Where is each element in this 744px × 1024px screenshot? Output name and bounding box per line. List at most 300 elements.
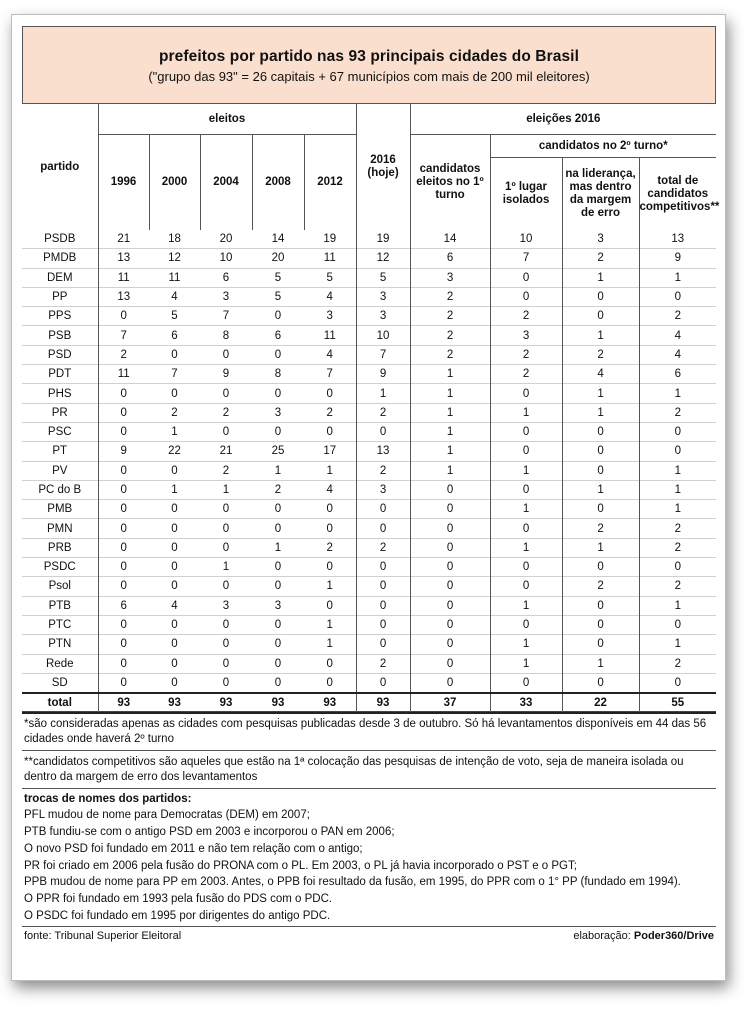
value-cell: 8 (222, 329, 230, 342)
value-cell: 0 (274, 619, 282, 632)
value-cell: 2 (356, 538, 410, 557)
value-cell: 2 (562, 345, 639, 364)
value-cell: 1 (410, 422, 490, 441)
value-cell: 0 (171, 387, 178, 400)
value-cell: 1 (490, 654, 562, 673)
value-cell: 0 (562, 615, 639, 634)
value-cell: 7 (222, 310, 230, 323)
name-change-item: PR foi criado em 2006 pela fusão do PRONA com o PL. Em 2003, o PL já havia incorporado o PST e o PGT; (24, 859, 577, 872)
value-cell: 1 (562, 384, 639, 403)
value-cell: 9 (222, 368, 230, 381)
party-name-cell: Rede (46, 657, 74, 670)
value-cell: 6 (410, 249, 490, 268)
value-cell: 11 (323, 252, 336, 265)
value-cell: 0 (326, 657, 333, 670)
value-cell: 4 (171, 599, 178, 612)
value-cell: 9 (639, 249, 716, 268)
value-cell: 13 (98, 249, 149, 268)
value-cell: 0 (410, 635, 490, 654)
value-cell: 1 (639, 500, 716, 519)
value-cell: 2 (410, 326, 490, 345)
value-cell: 0 (562, 596, 639, 615)
party-name-cell: PP (52, 291, 68, 304)
party-name-cell: PTN (48, 638, 72, 651)
value-cell: 0 (98, 461, 149, 480)
value-cell: 21 (219, 445, 233, 458)
value-cell: 1 (326, 464, 333, 477)
value-cell: 0 (326, 426, 333, 439)
value-cell: 5 (171, 310, 178, 323)
party-name-cell: PMN (46, 522, 73, 535)
value-cell: 0 (490, 558, 562, 577)
value-cell: 11 (168, 271, 181, 284)
footnote-segundo-turno: *são consideradas apenas as cidades com pesquisas publicadas desde 3 de outubro. Só há levantamentos disponíveis em 44 das 56 cidades onde haverá 2º turno (22, 712, 716, 751)
value-cell: 37 (410, 693, 490, 712)
value-cell: 0 (562, 500, 639, 519)
party-name-cell: PSDB (44, 233, 76, 246)
value-cell: 0 (326, 522, 333, 535)
value-cell: 1 (326, 580, 333, 593)
value-cell: 0 (562, 461, 639, 480)
value-cell: 3 (274, 406, 282, 419)
table-row (22, 519, 716, 538)
value-cell: 1 (326, 638, 333, 651)
value-cell: 7 (356, 345, 410, 364)
value-cell: 0 (171, 619, 178, 632)
value-cell: 1 (490, 596, 562, 615)
value-cell: 6 (222, 271, 230, 284)
name-change-item: PFL mudou de nome para Democratas (DEM) em 2007; (24, 809, 310, 822)
value-cell: 0 (171, 541, 178, 554)
table-row (22, 307, 716, 326)
table-row (22, 500, 716, 519)
party-name-cell: PPS (48, 310, 72, 323)
table-row (22, 403, 716, 422)
value-cell: 0 (326, 676, 333, 689)
value-cell: 17 (323, 445, 337, 458)
value-cell: 19 (356, 230, 410, 249)
value-cell: 2 (222, 464, 230, 477)
value-cell: 2 (639, 577, 716, 596)
footnote-competitivos: **candidatos competitivos são aqueles que estão na 1ª colocação das pesquisas de intenção de voto, seja de maneira isolada ou dentro da margem de erro dos levantamentos (22, 751, 716, 789)
table-body (22, 230, 716, 712)
value-cell: 0 (171, 580, 178, 593)
author-credit-label: elaboração: (573, 929, 631, 942)
value-cell: 1 (410, 442, 490, 461)
value-cell: 0 (490, 422, 562, 441)
value-cell: 0 (356, 635, 410, 654)
value-cell: 5 (274, 271, 282, 284)
value-cell: 1 (410, 403, 490, 422)
value-cell: 1 (326, 619, 333, 632)
value-cell: 1 (562, 268, 639, 287)
value-cell: 0 (274, 387, 282, 400)
value-cell: 4 (326, 291, 333, 304)
notes-section (22, 712, 716, 944)
value-cell: 1 (222, 561, 230, 574)
value-cell: 0 (171, 522, 178, 535)
table-row (22, 422, 716, 441)
party-name-cell: PDT (48, 368, 72, 381)
value-cell: 0 (490, 577, 562, 596)
header-competitivos: total de candidatos competitivos** (639, 158, 716, 231)
value-cell: 0 (326, 599, 333, 612)
value-cell: 6 (171, 329, 178, 342)
value-cell: 0 (171, 676, 178, 689)
table-row (22, 558, 716, 577)
value-cell: 0 (98, 654, 149, 673)
value-cell: 3 (326, 310, 333, 323)
name-changes-list (22, 807, 716, 925)
table-row (22, 268, 716, 287)
value-cell: 13 (639, 230, 716, 249)
value-cell: 0 (562, 287, 639, 306)
value-cell: 0 (171, 561, 178, 574)
value-cell: 0 (356, 615, 410, 634)
value-cell: 0 (562, 442, 639, 461)
party-name-cell: PSDC (43, 561, 76, 574)
value-cell: 0 (490, 480, 562, 499)
value-cell: 0 (490, 615, 562, 634)
value-cell: 0 (274, 580, 282, 593)
value-cell: 2 (562, 577, 639, 596)
name-change-item: PPB mudou de nome para PP em 2003. Antes, o PPB foi resultado da fusão, em 1995, do PPR com o 1° PP (fundado em 1994). (24, 876, 681, 889)
header-2016-hoje: 2016 (hoje) (356, 104, 410, 230)
party-name-cell: PTB (48, 599, 71, 612)
value-cell: 6 (639, 365, 716, 384)
value-cell: 0 (274, 310, 282, 323)
party-name-cell: Psol (48, 580, 71, 593)
value-cell: 1 (274, 541, 282, 554)
value-cell: 2 (326, 541, 333, 554)
value-cell: 0 (562, 635, 639, 654)
value-cell: 2 (356, 403, 410, 422)
table-row (22, 249, 716, 268)
value-cell: 0 (98, 480, 149, 499)
name-change-item: O PPR foi fundado em 1993 pela fusão do PDS com o PDC. (24, 893, 333, 906)
table-row (22, 635, 716, 654)
page-subtitle: ("grupo das 93" = 26 capitais + 67 municípios com mais de 200 mil eleitores) (148, 69, 590, 84)
value-cell: 19 (323, 233, 337, 246)
value-cell: 93 (200, 693, 252, 712)
value-cell: 2 (410, 287, 490, 306)
value-cell: 1 (490, 500, 562, 519)
value-cell: 10 (490, 230, 562, 249)
table-row (22, 365, 716, 384)
table-row (22, 384, 716, 403)
value-cell: 0 (356, 596, 410, 615)
party-name-cell: PMB (47, 503, 73, 516)
header-partido: partido (40, 160, 80, 173)
value-cell: 0 (222, 541, 230, 554)
value-cell: 0 (410, 596, 490, 615)
value-cell: 0 (274, 638, 282, 651)
value-cell: 4 (639, 345, 716, 364)
value-cell: 1 (639, 384, 716, 403)
value-cell: 22 (168, 445, 181, 458)
value-cell: 0 (356, 500, 410, 519)
value-cell: 0 (562, 422, 639, 441)
value-cell: 1 (222, 484, 230, 496)
value-cell: 4 (326, 348, 333, 361)
name-change-item: O novo PSD foi fundado em 2011 e não tem relação com o antigo; (24, 842, 363, 855)
value-cell: 2 (356, 461, 410, 480)
value-cell: 10 (356, 326, 410, 345)
party-name-cell: total (22, 693, 98, 712)
header-lideranca: na liderança, mas dentro da margem de erro (562, 158, 639, 231)
value-cell: 4 (326, 484, 333, 496)
value-cell: 0 (490, 519, 562, 538)
header-primeiro-lugar: 1º lugar isolados (490, 158, 562, 231)
value-cell: 5 (274, 291, 282, 304)
value-cell: 0 (410, 500, 490, 519)
value-cell: 0 (356, 519, 410, 538)
value-cell: 4 (562, 365, 639, 384)
value-cell: 0 (410, 654, 490, 673)
value-cell: 2 (490, 345, 562, 364)
value-cell: 1 (410, 365, 490, 384)
value-cell: 0 (98, 519, 149, 538)
value-cell: 0 (356, 577, 410, 596)
value-cell: 0 (222, 619, 230, 632)
total-row (22, 693, 716, 712)
value-cell: 2 (639, 538, 716, 557)
value-cell: 14 (410, 230, 490, 249)
value-cell: 18 (168, 233, 181, 246)
value-cell: 33 (490, 693, 562, 712)
infographic-card (11, 14, 726, 981)
value-cell: 2 (562, 249, 639, 268)
value-cell: 14 (271, 233, 285, 246)
value-cell: 0 (410, 577, 490, 596)
party-name-cell: PHS (47, 387, 72, 400)
value-cell: 2 (490, 307, 562, 326)
value-cell: 13 (98, 287, 149, 306)
value-cell: 0 (274, 503, 282, 516)
header-2004: 2004 (200, 135, 252, 231)
table-row (22, 461, 716, 480)
value-cell: 1 (639, 480, 716, 499)
value-cell: 0 (410, 538, 490, 557)
value-cell: 0 (98, 500, 149, 519)
value-cell: 0 (222, 503, 230, 516)
value-cell: 0 (562, 307, 639, 326)
value-cell: 1 (356, 384, 410, 403)
value-cell: 0 (326, 387, 333, 400)
value-cell: 0 (98, 558, 149, 577)
value-cell: 1 (410, 384, 490, 403)
value-cell: 2 (274, 484, 282, 496)
party-name-cell: PT (52, 445, 68, 458)
table-row (22, 577, 716, 596)
value-cell: 93 (149, 693, 200, 712)
value-cell: 0 (274, 657, 282, 670)
header-2012: 2012 (304, 135, 356, 231)
value-cell: 0 (171, 348, 178, 361)
value-cell: 0 (98, 403, 149, 422)
value-cell: 0 (98, 635, 149, 654)
value-cell: 0 (326, 561, 333, 574)
value-cell: 12 (356, 249, 410, 268)
value-cell: 0 (222, 348, 230, 361)
author-credit (573, 929, 714, 944)
value-cell: 1 (490, 461, 562, 480)
value-cell: 0 (222, 387, 230, 400)
value-cell: 0 (639, 558, 716, 577)
value-cell: 1 (639, 461, 716, 480)
value-cell: 4 (639, 326, 716, 345)
value-cell: 7 (98, 326, 149, 345)
value-cell: 0 (98, 422, 149, 441)
header-2008: 2008 (252, 135, 304, 231)
value-cell: 0 (490, 287, 562, 306)
value-cell: 0 (490, 268, 562, 287)
header-1996: 1996 (98, 135, 149, 231)
value-cell: 1 (171, 484, 178, 496)
value-cell: 0 (639, 673, 716, 693)
name-changes-title: trocas de nomes dos partidos: (24, 793, 192, 806)
value-cell: 0 (326, 503, 333, 516)
value-cell: 3 (222, 291, 230, 304)
value-cell: 0 (410, 558, 490, 577)
value-cell: 0 (98, 538, 149, 557)
value-cell: 3 (274, 599, 282, 612)
value-cell: 0 (222, 676, 230, 689)
value-cell: 0 (562, 673, 639, 693)
value-cell: 0 (274, 348, 282, 361)
value-cell: 0 (171, 657, 178, 670)
value-cell: 2 (222, 406, 230, 419)
value-cell: 1 (562, 326, 639, 345)
value-cell: 20 (271, 252, 285, 265)
value-cell: 0 (171, 503, 178, 516)
value-cell: 0 (98, 577, 149, 596)
value-cell: 0 (410, 480, 490, 499)
value-cell: 0 (274, 561, 282, 574)
value-cell: 6 (98, 596, 149, 615)
value-cell: 2 (98, 345, 149, 364)
value-cell: 8 (274, 368, 282, 381)
party-name-cell: PC do B (38, 484, 82, 496)
table-row (22, 345, 716, 364)
value-cell: 93 (252, 693, 304, 712)
value-cell: 1 (490, 403, 562, 422)
value-cell: 2 (639, 403, 716, 422)
value-cell: 0 (490, 673, 562, 693)
value-cell: 2 (562, 519, 639, 538)
value-cell: 20 (219, 233, 233, 246)
value-cell: 12 (168, 252, 181, 265)
source-credit: fonte: Tribunal Superior Eleitoral (24, 929, 182, 942)
value-cell: 21 (98, 230, 149, 249)
name-change-item: O PSDC foi fundado em 1995 por dirigentes do antigo PDC. (24, 909, 331, 922)
value-cell: 93 (98, 693, 149, 712)
table-row (22, 596, 716, 615)
party-name-cell: DEM (46, 271, 73, 284)
value-cell: 0 (171, 638, 178, 651)
value-cell: 1 (562, 654, 639, 673)
value-cell: 1 (490, 538, 562, 557)
value-cell: 93 (304, 693, 356, 712)
value-cell: 2 (171, 406, 178, 419)
value-cell: 0 (356, 673, 410, 693)
value-cell: 11 (98, 365, 149, 384)
value-cell: 11 (323, 329, 336, 342)
table-row (22, 673, 716, 693)
value-cell: 7 (171, 368, 178, 381)
value-cell: 0 (98, 673, 149, 693)
value-cell: 0 (639, 442, 716, 461)
party-name-cell: PR (51, 406, 68, 419)
title-banner (22, 26, 716, 104)
value-cell: 0 (222, 657, 230, 670)
party-name-cell: PSC (47, 426, 72, 439)
value-cell: 1 (562, 480, 639, 499)
value-cell: 0 (98, 307, 149, 326)
value-cell: 5 (356, 268, 410, 287)
value-cell: 0 (98, 384, 149, 403)
value-cell: 1 (410, 461, 490, 480)
value-cell: 3 (562, 230, 639, 249)
name-change-item: PTB fundiu-se com o antigo PSD em 2003 e incorporou o PAN em 2006; (24, 825, 395, 838)
value-cell: 1 (639, 596, 716, 615)
party-name-cell: PRB (47, 541, 72, 554)
table-row (22, 480, 716, 499)
table-row (22, 287, 716, 306)
value-cell: 1 (274, 464, 282, 477)
value-cell: 1 (639, 268, 716, 287)
value-cell: 25 (271, 445, 285, 458)
value-cell: 4 (171, 291, 178, 304)
value-cell: 0 (98, 615, 149, 634)
value-cell: 22 (562, 693, 639, 712)
footer (22, 926, 716, 944)
value-cell: 2 (639, 307, 716, 326)
value-cell: 2 (356, 654, 410, 673)
value-cell: 3 (410, 268, 490, 287)
value-cell: 3 (356, 287, 410, 306)
value-cell: 0 (410, 519, 490, 538)
value-cell: 6 (274, 329, 282, 342)
value-cell: 0 (490, 442, 562, 461)
value-cell: 2 (410, 345, 490, 364)
value-cell: 0 (639, 615, 716, 634)
value-cell: 0 (222, 426, 230, 439)
value-cell: 0 (222, 522, 230, 535)
value-cell: 13 (356, 442, 410, 461)
value-cell: 0 (410, 673, 490, 693)
value-cell: 9 (98, 442, 149, 461)
value-cell: 2 (410, 307, 490, 326)
value-cell: 3 (356, 307, 410, 326)
value-cell: 0 (171, 464, 178, 477)
value-cell: 3 (222, 599, 230, 612)
value-cell: 1 (171, 426, 178, 439)
value-cell: 0 (490, 384, 562, 403)
value-cell: 0 (222, 638, 230, 651)
value-cell: 1 (562, 403, 639, 422)
table-row (22, 230, 716, 249)
value-cell: 0 (639, 422, 716, 441)
value-cell: 2 (639, 654, 716, 673)
header-2000: 2000 (149, 135, 200, 231)
party-name-cell: PV (52, 464, 68, 477)
value-cell: 55 (639, 693, 716, 712)
value-cell: 0 (562, 558, 639, 577)
party-name-cell: PTC (48, 619, 72, 632)
value-cell: 11 (98, 268, 149, 287)
value-cell: 2 (639, 519, 716, 538)
